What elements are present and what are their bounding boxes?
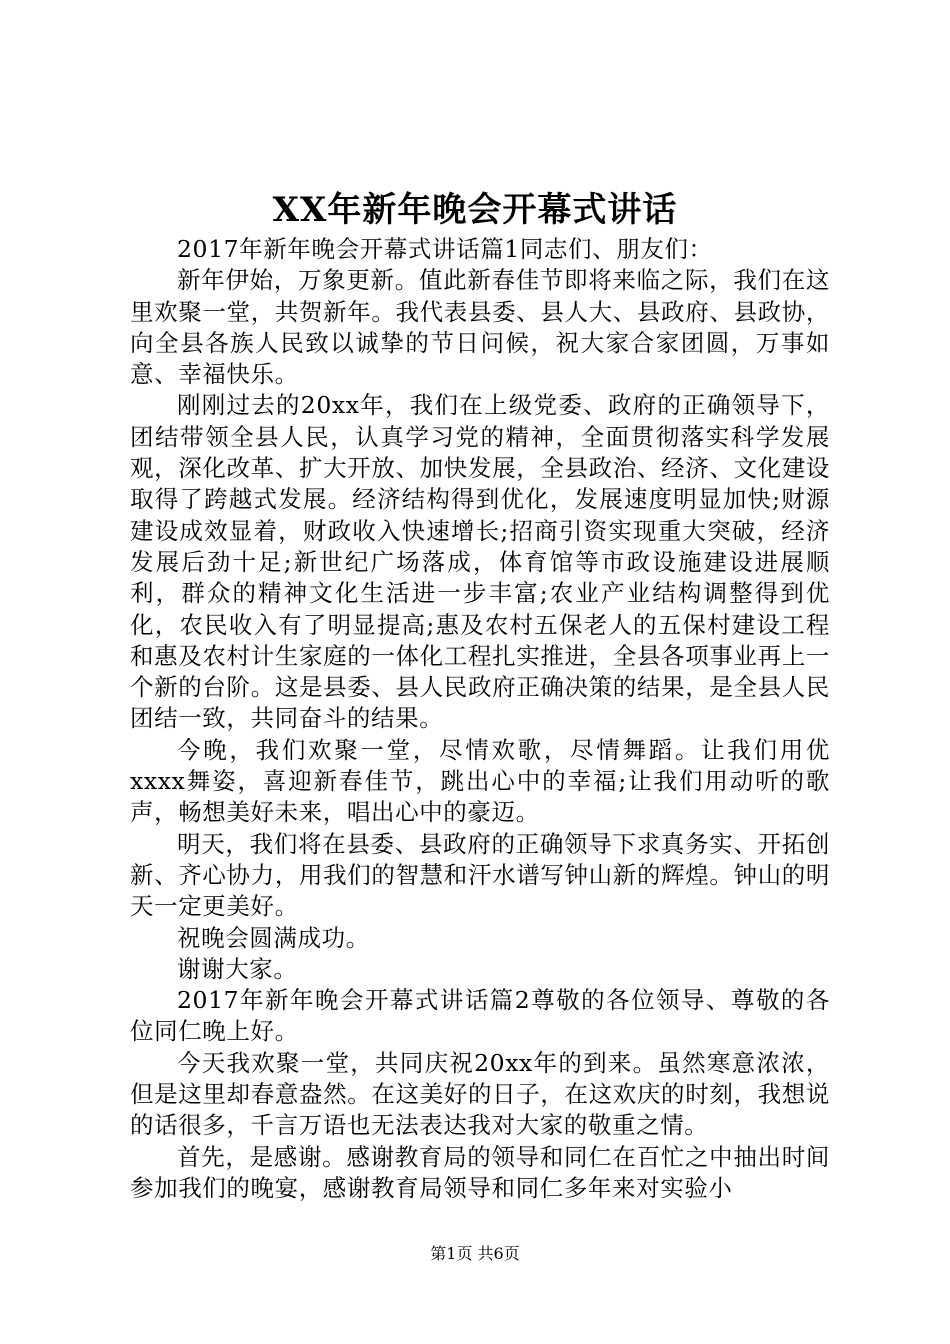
document-title: XX年新年晚会开幕式讲话: [272, 190, 678, 230]
paragraph: 明天，我们将在县委、县政府的正确领导下求真务实、开拓创新、齐心协力，用我们的智慧和汗水谱写钟山新的辉煌。钟山的明天一定更美好。: [130, 829, 830, 921]
paragraph: 2017年新年晚会开幕式讲话篇2尊敬的各位领导、尊敬的各位同仁晚上好。: [130, 986, 830, 1046]
paragraph: 今天我欢聚一堂，共同庆祝20xx年的到来。虽然寒意浓浓，但是这里却春意盎然。在这美好的日子，在这欢庆的时刻，我想说的话很多，千言万语也无法表达我对大家的敬重之情。: [130, 1048, 830, 1140]
paragraph: 祝晚会圆满成功。: [177, 923, 370, 952]
paragraph: 谢谢大家。: [177, 954, 298, 983]
document-body: [130, 234, 830, 1204]
paragraph: 首先，是感谢。感谢教育局的领导和同仁在百忙之中抽出时间参加我们的晚宴，感谢教育局领导和同仁多年来对实验小: [130, 1142, 830, 1202]
paragraph: 今晚，我们欢聚一堂，尽情欢歌，尽情舞蹈。让我们用优xxxx舞姿，喜迎新春佳节，跳出心中的幸福;让我们用动听的歌声，畅想美好未来，唱出心中的豪迈。: [130, 735, 830, 827]
paragraph: 2017年新年晚会开幕式讲话篇1同志们、朋友们：: [177, 235, 713, 263]
page-number-footer: 第1页 共6页: [430, 1244, 520, 1263]
paragraph: 刚刚过去的20xx年，我们在上级党委、政府的正确领导下，团结带领全县人民，认真学习党的精神，全面贯彻落实科学发展观，深化改革、扩大开放、加快发展，全县政治、经济、文化建设取得了跨越式发展。经济结构得到优化，发展速度明显加快;财源建设成效显着，财政收入快速增长;招商引资实现重大突破，经济发展后劲十足;新世纪广场落成，体育馆等市政设施建设进展顺利，群众的精神文化生活进一步丰富;农业产业结构调整得到优化，农民收入有了明显提高;惠及农村五保老人的五保村建设工程和惠及农村计生家庭的一体化工程扎实推进，全县各项事业再上一个新的台阶。这是县委、县人民政府正确决策的结果，是全县人民团结一致，共同奋斗的结果。: [130, 391, 830, 733]
paragraph: 新年伊始，万象更新。值此新春佳节即将来临之际，我们在这里欢聚一堂，共贺新年。我代表县委、县人大、县政府、县政协，向全县各族人民致以诚挚的节日问候，祝大家合家团圆，万事如意、幸福快乐。: [130, 266, 830, 389]
